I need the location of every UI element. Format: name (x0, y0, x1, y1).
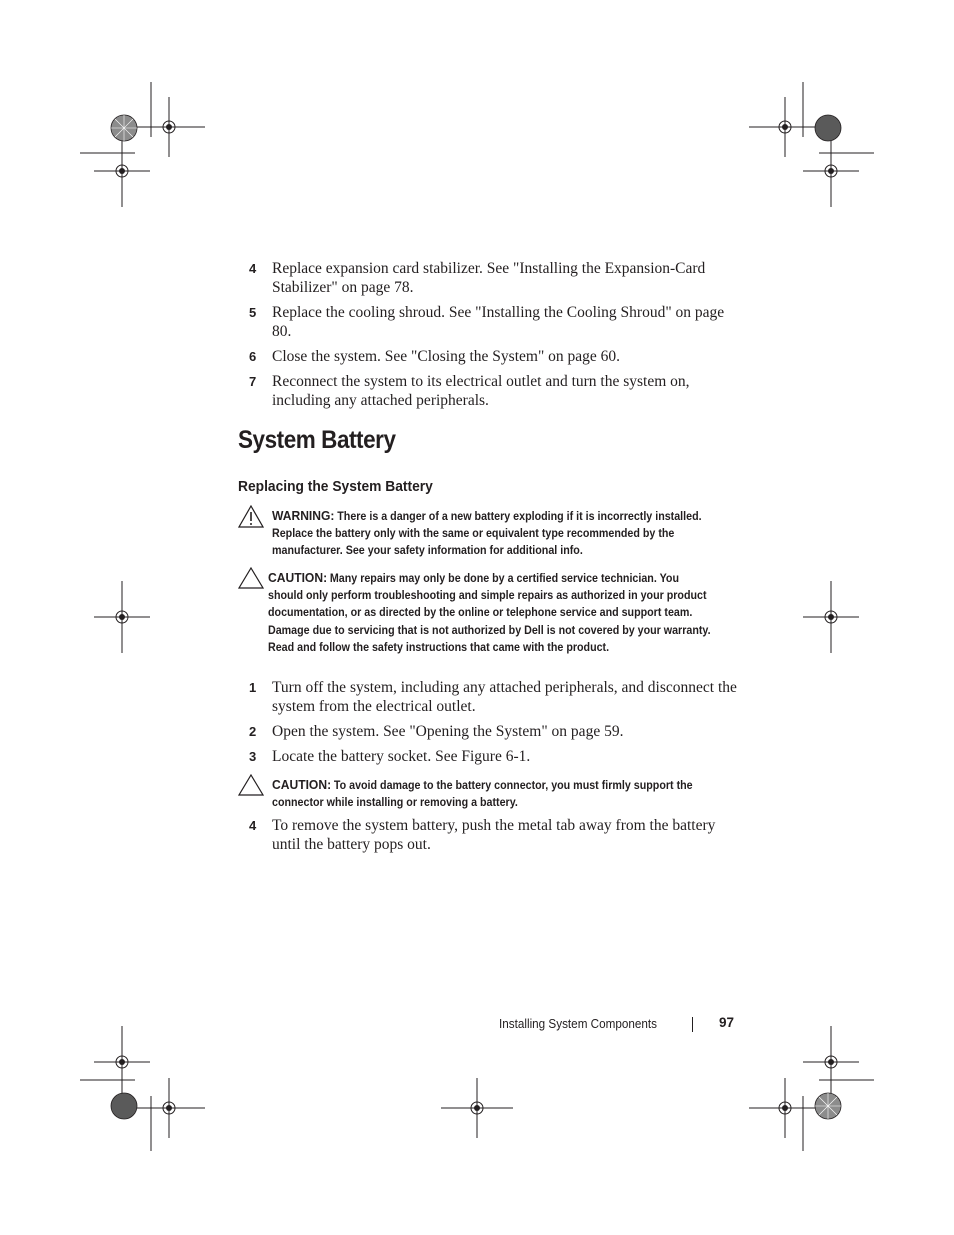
step-text: Turn off the system, including any attached peripherals, and disconnect the system from the electrical outlet. (272, 679, 737, 715)
caution-text: Many repairs may only be done by a certified service technician. You should only perform troubleshooting and simple repairs as authorized in your product documentation, or as directed by the online or telephone service and support team. Damage due to servicing that is not authorized by Dell is not covered by your warranty. Read and follow the safety instructions that came with the product. (268, 573, 711, 654)
step-text: Replace expansion card stabilizer. See "Installing the Expansion-Card Stabilizer" on page 78. (272, 260, 706, 296)
subsection-title: Replacing the System Battery (238, 478, 433, 495)
step-text: To remove the system battery, push the metal tab away from the battery until the battery pops out. (272, 817, 716, 853)
warning-text: There is a danger of a new battery exploding if it is incorrectly installed. Replace the battery only with the same or equivalent type recommended by the manufacturer. See your safety information for additional info. (272, 511, 702, 558)
step-text: Reconnect the system to its electrical outlet and turn the system on, including any attached peripherals. (272, 373, 690, 409)
step-number: 1 (249, 680, 257, 695)
step-text: Close the system. See "Closing the System" on page 60. (272, 348, 621, 365)
section-title: System Battery (238, 426, 396, 454)
step-number: 6 (249, 349, 257, 364)
step-number: 2 (249, 724, 257, 739)
step-text: Replace the cooling shroud. See "Installing the Cooling Shroud" on page 80. (272, 304, 725, 340)
step-number: 5 (249, 305, 257, 320)
warning-triangle-icon (238, 505, 264, 529)
caution-label: CAUTION: (272, 777, 332, 792)
caution-triangle-icon (238, 567, 264, 591)
step-text: Locate the battery socket. See Figure 6-1. (272, 748, 531, 765)
step-number: 7 (249, 374, 257, 389)
footer-divider (692, 1017, 693, 1032)
caution-label: CAUTION: (268, 570, 328, 585)
caution-text: To avoid damage to the battery connector, you must firmly support the connector while installing or removing a battery. (272, 780, 693, 810)
step-number: 3 (249, 749, 257, 764)
step-text: Open the system. See "Opening the System" on page 59. (272, 723, 624, 740)
caution-triangle-icon (238, 774, 264, 798)
warning-label: WARNING: (272, 508, 335, 523)
step-number: 4 (249, 818, 257, 833)
page-number: 97 (719, 1015, 735, 1030)
footer-chapter-title: Installing System Components (499, 1016, 658, 1031)
step-number: 4 (249, 261, 257, 276)
